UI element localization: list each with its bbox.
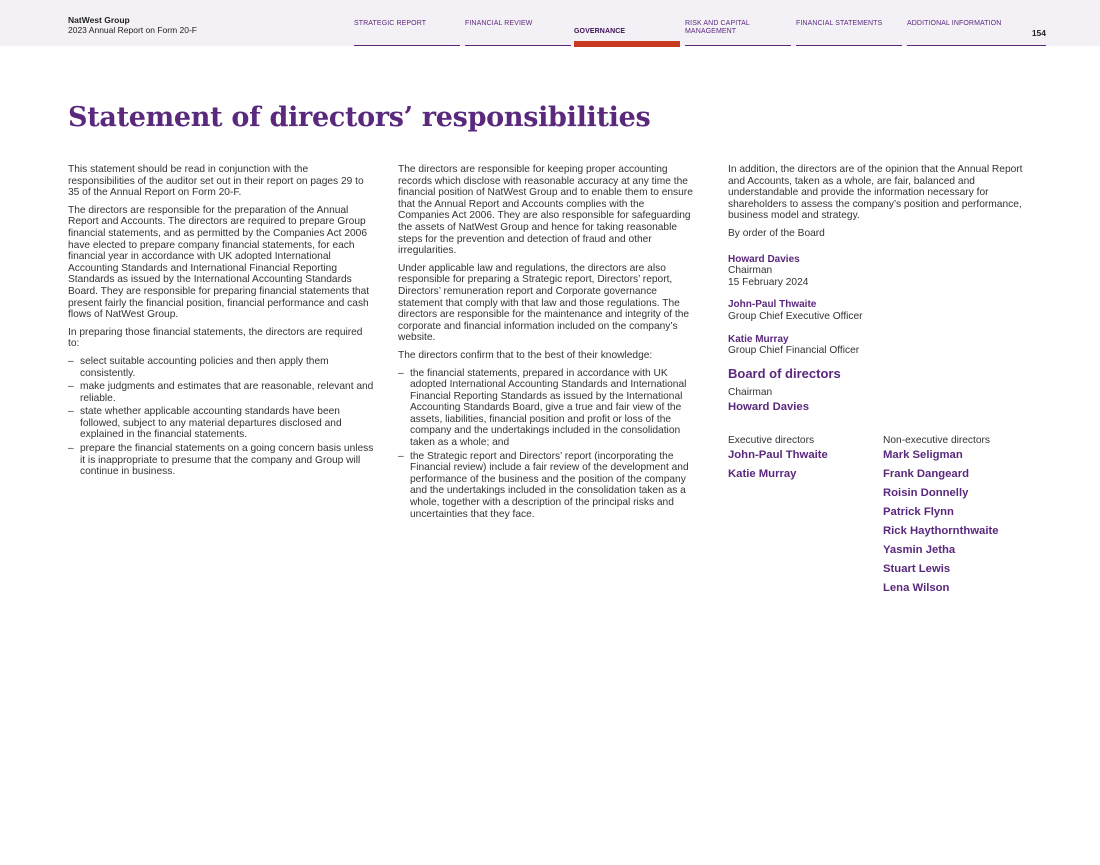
paragraph: The directors are responsible for keeping proper accounting records which disclose with reasonable accuracy at any time the financial position of NatWest Group and to enable them to ensure that the Annual Report and Accounts complies with the Companies Act 2006. They are also responsible for safeguarding the assets of NatWest Group and hence for taking reasonable steps for the prevention and detection of fraud and other irregularities. [398,164,693,257]
nav-strategic-report[interactable] [354,20,460,46]
nonexec-label: Non-executive directors [883,435,991,447]
paragraph: Under applicable law and regulations, the directors are also responsible for preparing a Strategic report, Directors’ report, Directors’ remuneration report and Corporate governance statement that comply with that law and those regulations. The directors are responsible for the maintenance and integrity of the corporate and financial information included on the company’s website. [398,262,690,344]
paragraph: The directors confirm that to the best of their knowledge: [398,349,653,361]
paragraph: In addition, the directors are of the opinion that the Annual Report and Accounts, taken as a whole, are fair, balanced and understandable and provide the information necessary for shareholders to assess the company’s position and performance, business model and strategy. [728,164,1023,222]
director-name: Patrick Flynn [883,506,954,519]
nav-label: STRATEGIC REPORT [354,20,427,27]
director-name: Roisin Donnelly [883,487,969,500]
nav-label: FINANCIAL REVIEW [465,20,533,27]
signatory-name: Katie Murray [728,333,789,345]
signatory-role: Group Chief Financial Officer [728,345,860,357]
director-name: Mark Seligman [883,449,963,462]
director-name: Stuart Lewis [883,563,951,576]
signatory-role: Chairman [728,265,773,277]
board-heading: Board of directors [728,365,841,381]
signatory-date: 15 February 2024 [728,276,809,288]
list-item: – state whether applicable accounting standards have been followed, subject to any material departures disclosed and explained in the financial statements. [68,406,342,441]
nav-label: FINANCIAL STATEMENTS [796,20,883,27]
nav-active-indicator [574,41,680,47]
signatory-role: Group Chief Executive Officer [728,310,863,322]
header-bar [0,0,1100,46]
directors-grid [728,435,1038,598]
list-item: – make judgments and estimates that are reasonable, relevant and reliable. [68,381,374,404]
signatory [728,254,1038,289]
nav-underline [796,45,902,46]
signatory [728,299,1038,322]
exec-label: Executive directors [728,435,815,447]
signatory-name: John-Paul Thwaite [728,299,817,311]
page-number: 154 [1031,28,1046,38]
column-2 [398,164,698,522]
company-name: NatWest Group [68,15,130,25]
nav-governance[interactable] [574,20,680,46]
column-1 [68,164,374,480]
list-item: – the financial statements, prepared in accordance with UK adopted International Accounting Standards and International Financial Reporting Standards as issued by the International Accounting Standards Board, give a true and fair view of the assets, liabilities, financial position and profit or loss of the company and the undertakings included in the consolidation taken as a whole; and [398,367,687,449]
director-name: Frank Dangeard [883,468,970,481]
nav-label: RISK AND CAPITAL MANAGEMENT [685,20,750,35]
brand [68,15,197,35]
director-name: Rick Haythornthwaite [883,525,999,538]
bullet-list [398,368,698,521]
executive-directors [728,435,883,598]
paragraph: In preparing those financial statements, the directors are required to: [68,326,363,350]
director-name: Lena Wilson [883,582,950,595]
nav-label: ADDITIONAL INFORMATION [907,20,1002,27]
list-item: – prepare the financial statements on a going concern basis unless it is inappropriate to presume that the company and Group will continue in business. [68,443,374,478]
nav-label: GOVERNANCE [574,28,626,35]
list-item: – the Strategic report and Directors’ report (incorporating the Financial review) include a fair review of the development and performance of the business and the position of the company and the undertakings included in the consolidation taken as a whole, together with a description of the principal risks and uncertainties that they face. [398,450,689,520]
director-name: Katie Murray [728,468,797,481]
chairman-name: Howard Davies [728,401,809,414]
list-item: – select suitable accounting policies and then apply them consistently. [68,355,329,379]
nav-risk-capital[interactable] [685,20,791,46]
nav-underline [685,45,791,46]
signatory-name: Howard Davies [728,253,800,265]
non-executive-directors [883,435,1038,598]
nav-underline [354,45,460,46]
paragraph: The directors are responsible for the preparation of the Annual Report and Accounts. The directors are required to prepare Group financial statements, and as permitted by the Companies Act 2006 have elected to prepare company financial statements, for each financial year in accordance with UK adopted International Accounting Standards and International Financial Reporting Standards as issued by the International Accounting Standards Board. They are responsible for preparing financial statements that present fairly the financial position, financial performance and cash flows of NatWest Group. [68,204,370,321]
page-title: Statement of directors’ responsibilities [68,102,651,133]
order-line: By order of the Board [728,227,825,239]
director-name: Yasmin Jetha [883,544,956,557]
paragraph: This statement should be read in conjunction with the responsibilities of the auditor set out in their report on pages 29 to 35 of the Annual Report on Form 20-F. [68,164,364,199]
director-name: John-Paul Thwaite [728,449,828,462]
nav-financial-statements[interactable] [796,20,902,46]
nav-financial-review[interactable] [465,20,571,46]
nav-underline [465,45,571,46]
nav-underline [907,45,1046,46]
bullet-list [68,356,374,478]
signatory [728,334,1038,357]
chairman-label: Chairman [728,387,773,399]
column-3 [728,164,1038,598]
report-name: 2023 Annual Report on Form 20-F [68,25,197,35]
